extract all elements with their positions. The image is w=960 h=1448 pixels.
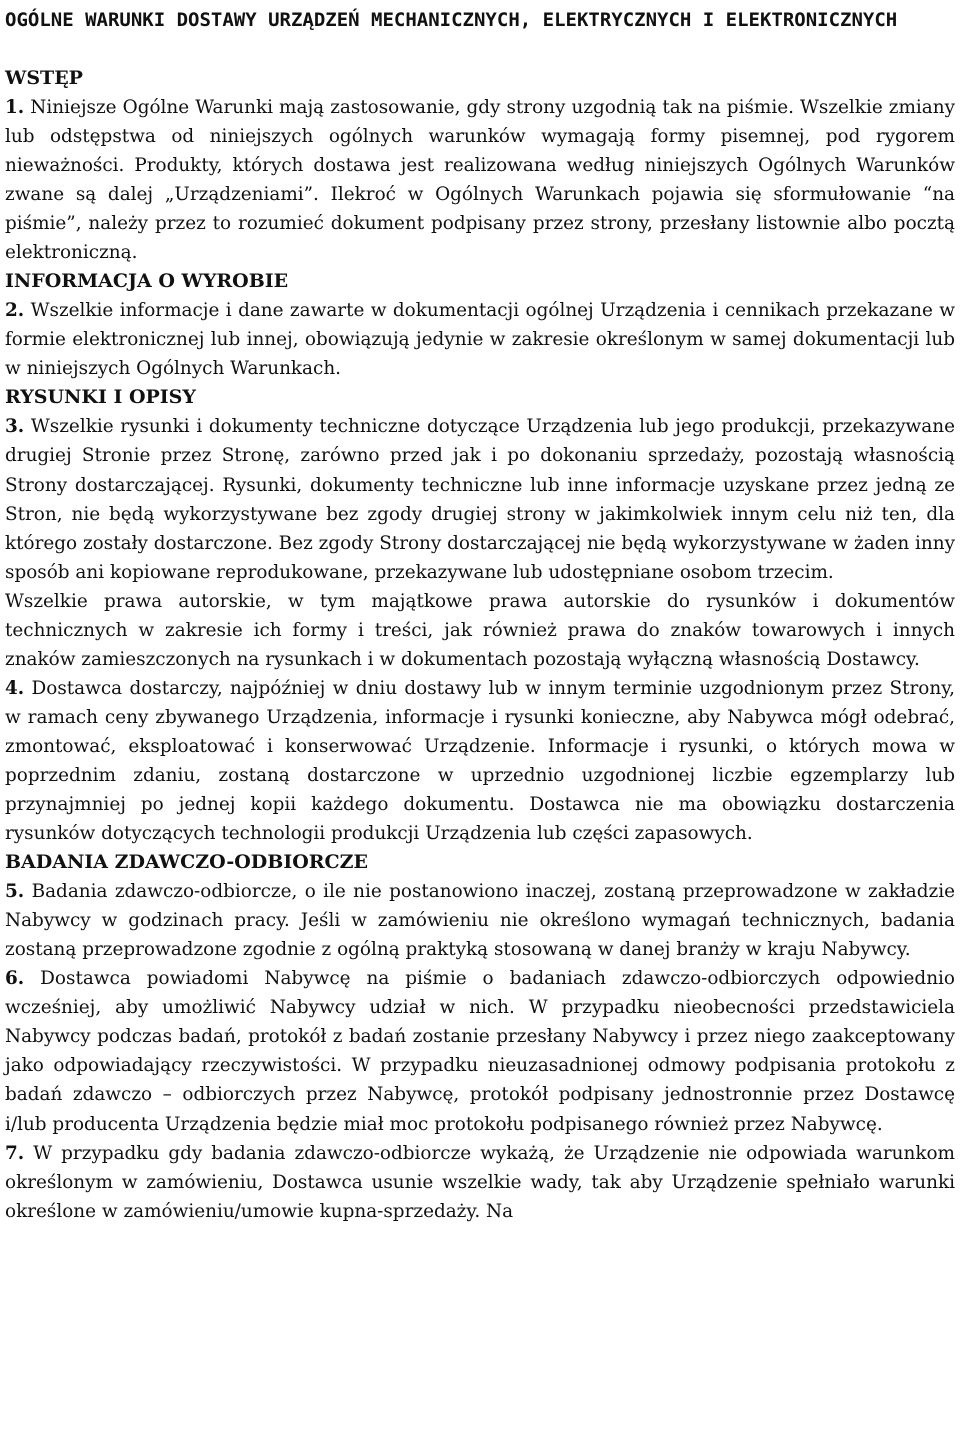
paragraph-number: 6. — [5, 968, 25, 990]
section-heading: BADANIA ZDAWCZO-ODBIORCZE — [5, 851, 369, 874]
paragraph-7 — [5, 1139, 955, 1226]
paragraph-text: W przypadku gdy badania zdawczo-odbiorcze wykażą, że Urządzenie nie odpowiada warunkom określonym w zamówieniu, Dostawca usunie wszelkie wady, tak aby Urządzenie spełniało warunki określone w zamówieniu/umowie kupna-sprzedaży. Na — [5, 1142, 955, 1222]
paragraph-text: Dostawca dostarczy, najpóźniej w dniu dostawy lub w innym terminie uzgodnionym przez Strony, w ramach ceny zbywanego Urządzenia, informacje i rysunki konieczne, aby Nabywca mógł odebrać, zmontować, eksploatować i konserwować Urządzenie. Informacje i rysunki, o których mowa w poprzednim zdaniu, zostaną dostarczone w uprzednio uzgodnionej liczbie egzemplarzy lub przynajmniej po jednej kopii każdego dokumentu. Dostawca nie ma obowiązku dostarczenia rysunków dotyczących technologii produkcji Urządzenia lub części zapasowych. — [5, 677, 955, 845]
paragraph-text: Wszelkie prawa autorskie, w tym majątkowe prawa autorskie do rysunków i dokumentów technicznych w zakresie ich formy i treści, jak również prawa do znaków towarowych i innych znaków zamieszczonych na rysunkach i w dokumentach pozostają wyłączną własnością Dostawcy. — [5, 590, 955, 670]
paragraph-number: 4. — [5, 677, 25, 699]
title-spacer — [5, 35, 955, 64]
section-wstep — [5, 64, 955, 267]
section-badania-zdawczo-odbiorcze — [5, 848, 955, 1226]
section-rysunki-i-opisy — [5, 383, 955, 848]
section-heading: INFORMACJA O WYROBIE — [5, 270, 289, 293]
paragraph-text: Wszelkie rysunki i dokumenty techniczne dotyczące Urządzenia lub jego produkcji, przekazywane drugiej Stronie przez Stronę, zarówno przed jak i po dokonaniu sprzedaży, pozostają własnością Strony dostarczającej. Rysunki, dokumenty techniczne lub inne informacje uzyskane przez jedną ze Stron, nie będą wykorzystywane bez zgody drugiej strony w jakimkolwiek innym celu niż ten, dla którego zostały dostarczone. Bez zgody Strony dostarczającej nie będą wykorzystywane w żaden inny sposób ani kopiowane reprodukowane, przekazywane lub udostępniane osobom trzecim. — [5, 416, 955, 583]
section-informacja-o-wyrobie — [5, 267, 955, 383]
paragraph-6 — [5, 964, 955, 1138]
section-heading: RYSUNKI I OPISY — [5, 386, 196, 409]
paragraph-1 — [5, 93, 955, 267]
paragraph-2 — [5, 296, 955, 383]
paragraph-3 — [5, 412, 955, 586]
paragraph-text: Niniejsze Ogólne Warunki mają zastosowanie, gdy strony uzgodnią tak na piśmie. Wszelkie zmiany lub odstępstwa od niniejszych ogólnych warunków wymagają formy pisemnej, pod rygorem nieważności. Produkty, których dostawa jest realizowana według niniejszych Ogólnych Warunków zwane są dalej „Urządzeniami”. Ilekroć w Ogólnych Warunkach pojawia się sformułowanie “na piśmie”, należy przez to rozumieć dokument podpisany przez strony, przesłany listownie albo pocztą elektroniczną. — [5, 97, 955, 264]
paragraph-text: Wszelkie informacje i dane zawarte w dokumentacji ogólnej Urządzenia i cennikach przekazane w formie elektronicznej lub innej, obowiązują jedynie w zakresie określonym w samej dokumentacji lub w niniejszych Ogólnych Warunkach. — [5, 300, 955, 380]
document-title: OGÓLNE WARUNKI DOSTAWY URZĄDZEŃ MECHANICZNYCH, ELEKTRYCZNYCH I ELEKTRONICZNYCH — [5, 9, 898, 31]
paragraph-text: Dostawca powiadomi Nabywcę na piśmie o badaniach zdawczo-odbiorczych odpowiednio wcześniej, aby umożliwić Nabywcy udział w nich. W przypadku nieobecności przedstawiciela Nabywcy podczas badań, protokół z badań zostanie przesłany Nabywcy i przez niego zaakceptowany jako odpowiadający rzeczywistości. W przypadku nieuzasadnionej odmowy podpisania protokołu z badań zdawczo – odbiorczych przez Nabywcę, protokół podpisany jednostronnie przez Dostawcę i/lub producenta Urządzenia będzie miał moc protokołu podpisanego również przez Nabywcę. — [5, 968, 955, 1135]
paragraph-3-continued — [5, 587, 955, 674]
section-heading: WSTĘP — [5, 67, 83, 89]
paragraph-text: Badania zdawczo-odbiorcze, o ile nie postanowiono inaczej, zostaną przeprowadzone w zakładzie Nabywcy w godzinach pracy. Jeśli w zamówieniu nie określono wymagań technicznych, badania zostaną przeprowadzone zgodnie z ogólną praktyką stosowaną w danej branży w kraju Nabywcy. — [5, 881, 955, 961]
paragraph-number: 2. — [5, 300, 25, 322]
paragraph-number: 7. — [5, 1142, 25, 1164]
paragraph-4 — [5, 674, 955, 848]
paragraph-number: 1. — [5, 97, 25, 118]
paragraph-number: 3. — [5, 416, 25, 438]
paragraph-number: 5. — [5, 881, 25, 903]
paragraph-5 — [5, 877, 955, 964]
